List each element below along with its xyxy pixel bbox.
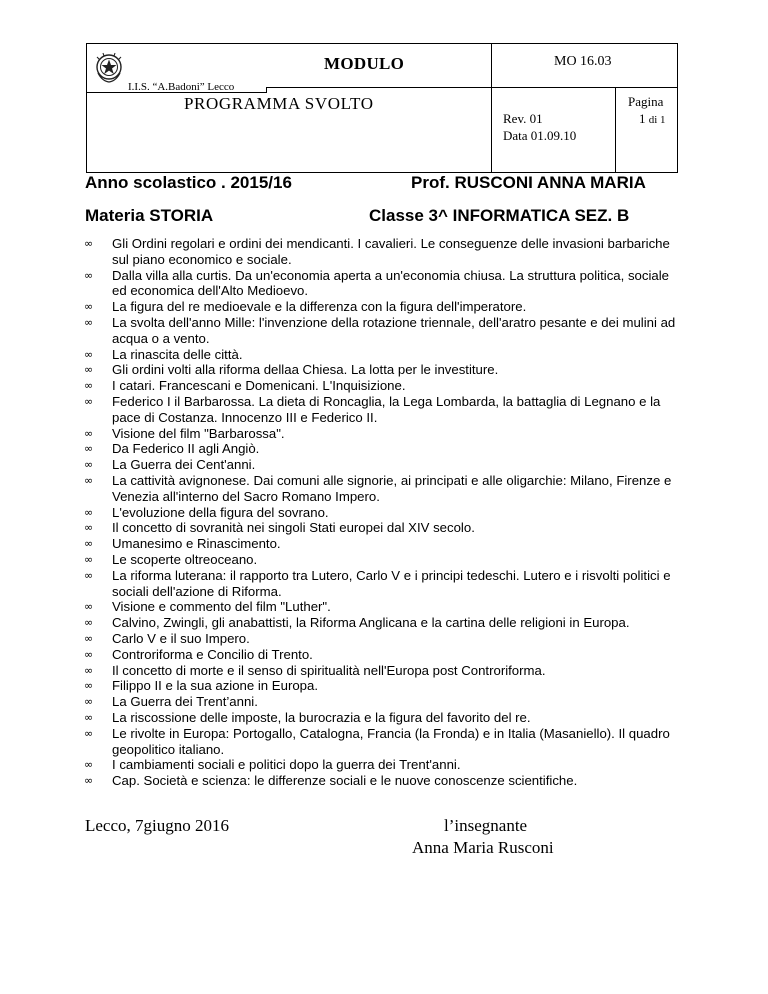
page-number-value: 1	[639, 111, 646, 126]
bullet-icon: ∞	[84, 347, 94, 361]
list-item-text: Visione del film "Barbarossa".	[112, 425, 285, 441]
list-item	[84, 726, 684, 758]
list-item	[84, 347, 684, 363]
list-item	[84, 694, 684, 710]
header-line-col2	[491, 87, 492, 173]
list-item	[84, 236, 684, 268]
school-name: I.I.S. “A.Badoni” Lecco	[128, 81, 235, 93]
list-item-text: La cattività avignonese. Dai comuni alle signorie, ai principati e alle oligarchie: Milano, Firenze e Venezia all'interno del Sacro Romano Impero.	[112, 472, 672, 504]
bullet-icon: ∞	[84, 695, 94, 709]
bullet-icon: ∞	[84, 379, 94, 393]
bullet-icon: ∞	[84, 315, 94, 329]
list-item-text: La Guerra dei Trent’anni.	[112, 694, 258, 710]
page-of: di 1	[648, 114, 666, 126]
subject: Materia STORIA	[85, 206, 214, 225]
list-item	[84, 599, 684, 615]
list-item	[84, 457, 684, 473]
list-item	[84, 631, 684, 647]
list-item	[84, 378, 684, 394]
list-item	[84, 441, 684, 457]
bullet-icon: ∞	[84, 568, 94, 582]
document-header	[86, 43, 678, 173]
document-title: PROGRAMMA SVOLTO	[184, 94, 374, 113]
header-line-stub-left	[266, 87, 267, 93]
list-item-text: La svolta dell'anno Mille: l'invenzione della rotazione triennale, dell'aratro pesante e dei mulini ad acqua o a vento.	[112, 314, 676, 346]
list-item	[84, 552, 684, 568]
list-item-text: Controriforma e Concilio di Trento.	[112, 646, 313, 662]
revision-date: Data 01.09.10	[503, 128, 577, 143]
list-item-text: Le scoperte oltreoceano.	[112, 551, 258, 567]
bullet-icon: ∞	[84, 663, 94, 677]
signature-label: l’insegnante	[444, 816, 528, 835]
list-item	[84, 647, 684, 663]
list-item	[84, 773, 684, 789]
list-item	[84, 299, 684, 315]
school-year: Anno scolastico . 2015/16	[85, 173, 292, 192]
header-line-right	[677, 43, 678, 173]
bullet-icon: ∞	[84, 458, 94, 472]
topic-list	[84, 236, 684, 789]
list-item	[84, 520, 684, 536]
list-item	[84, 663, 684, 679]
list-item-text: Visione e commento del film "Luther".	[112, 599, 331, 615]
revision-number: Rev. 01	[503, 111, 543, 126]
list-item-text: Federico I il Barbarossa. La dieta di Roncaglia, la Lega Lombarda, la battaglia di Legnano e la pace di Costanza. Innocenzo III e Federico II.	[112, 393, 661, 425]
bullet-icon: ∞	[84, 616, 94, 630]
teacher-signature-name: Anna Maria Rusconi	[412, 838, 554, 857]
republic-emblem-icon	[94, 51, 124, 85]
list-item-text: La figura del re medioevale e la differenza con la figura dell'imperatore.	[112, 299, 527, 315]
teacher-name: Prof. RUSCONI ANNA MARIA	[411, 173, 646, 192]
bullet-icon: ∞	[84, 505, 94, 519]
list-item-text: La Guerra dei Cent'anni.	[112, 457, 256, 473]
list-item	[84, 426, 684, 442]
list-item	[84, 268, 684, 300]
list-item	[84, 757, 684, 773]
list-item	[84, 678, 684, 694]
bullet-icon: ∞	[84, 537, 94, 551]
form-code: MO 16.03	[554, 54, 612, 69]
bullet-icon: ∞	[84, 426, 94, 440]
bullet-icon: ∞	[84, 473, 94, 487]
bullet-icon: ∞	[84, 237, 94, 250]
list-item-text: L'evoluzione della figura del sovrano.	[112, 504, 329, 520]
bullet-icon: ∞	[84, 442, 94, 456]
bullet-icon: ∞	[84, 631, 94, 645]
bullet-icon: ∞	[84, 521, 94, 535]
header-line-top	[86, 43, 678, 44]
header-line-left	[86, 43, 87, 173]
list-item-text: Umanesimo e Rinascimento.	[112, 536, 281, 552]
bullet-icon: ∞	[84, 726, 94, 740]
bullet-icon: ∞	[84, 363, 94, 377]
bullet-icon: ∞	[84, 679, 94, 693]
list-item-text: Il concetto di sovranità nei singoli Stati europei dal XIV secolo.	[112, 520, 475, 536]
list-item	[84, 568, 684, 600]
list-item	[84, 315, 684, 347]
page-label: Pagina	[628, 94, 664, 109]
list-item-text: La riscossione delle imposte, la burocrazia e la figura del favorito del re.	[112, 709, 531, 725]
list-item-text: Da Federico II agli Angiò.	[112, 441, 260, 457]
bullet-icon: ∞	[84, 774, 94, 788]
bullet-icon: ∞	[84, 268, 94, 282]
header-line-col3	[615, 87, 616, 173]
list-item-text: Dalla villa alla curtis. Da un'economia aperta a un'economia chiusa. La struttura politica, sociale ed economica dell'Alto Medioevo.	[112, 267, 670, 299]
form-title: MODULO	[324, 54, 405, 73]
header-line-col1	[491, 43, 492, 87]
header-line-middle	[266, 87, 678, 88]
list-item	[84, 615, 684, 631]
list-item	[84, 362, 684, 378]
list-item	[84, 394, 684, 426]
bullet-icon: ∞	[84, 394, 94, 408]
list-item	[84, 710, 684, 726]
class-section: Classe 3^ INFORMATICA SEZ. B	[369, 206, 630, 225]
list-item-text: Gli ordini volti alla riforma dellaa Chiesa. La lotta per le investiture.	[112, 362, 499, 378]
list-item-text: Il concetto di morte e il senso di spiritualità nell'Europa post Controriforma.	[112, 662, 546, 678]
list-item	[84, 473, 684, 505]
bullet-icon: ∞	[84, 758, 94, 772]
list-item-text: I catari. Francescani e Domenicani. L'Inquisizione.	[112, 378, 406, 394]
list-item-text: Le rivolte in Europa: Portogallo, Catalogna, Francia (la Fronda) e in Italia (Masaniello). Il quadro geopolitico italiano.	[112, 725, 670, 757]
list-item-text: Filippo II e la sua azione in Europa.	[112, 678, 318, 694]
list-item-text: Gli Ordini regolari e ordini dei mendicanti. I cavalieri. Le conseguenze delle invasioni barbariche sul piano economico e sociale.	[112, 236, 670, 267]
list-item-text: La riforma luterana: il rapporto tra Lutero, Carlo V e i principi tedeschi. Lutero e i risvolti politici e sociali dell'azione di Riforma.	[112, 567, 671, 599]
bullet-icon: ∞	[84, 600, 94, 614]
list-item-text: I cambiamenti sociali e politici dopo la guerra dei Trent'anni.	[112, 757, 461, 773]
list-item	[84, 505, 684, 521]
place-date: Lecco, 7giugno 2016	[85, 816, 229, 835]
list-item-text: Cap. Società e scienza: le differenze sociali e le nuove conoscenze scientifiche.	[112, 773, 578, 789]
list-item-text: Carlo V e il suo Impero.	[112, 630, 250, 646]
bullet-icon: ∞	[84, 300, 94, 314]
bullet-icon: ∞	[84, 552, 94, 566]
list-item	[84, 536, 684, 552]
bullet-icon: ∞	[84, 710, 94, 724]
list-item-text: La rinascita delle città.	[112, 346, 243, 362]
page-number	[639, 111, 666, 127]
list-item-text: Calvino, Zwingli, gli anabattisti, la Riforma Anglicana e la cartina delle religioni in Europa.	[112, 615, 630, 631]
bullet-icon: ∞	[84, 647, 94, 661]
